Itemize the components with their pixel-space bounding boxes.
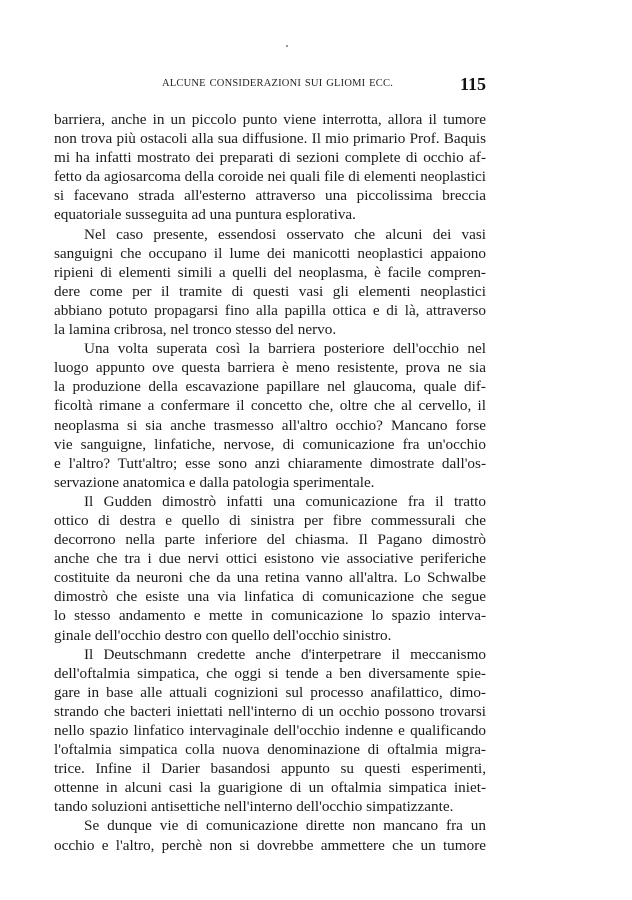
text-line: ripieni di elementi simili a quelli del neoplasma, è facile compren- [54, 263, 486, 281]
text-line: e l'altro? Tutt'altro; esse sono anzi chiaramente dimostrate dall'os- [54, 454, 486, 472]
text-line: l'oftalmia simpatica colla nuova denominazione di oftalmia migra- [54, 741, 486, 759]
paper-speck [286, 45, 288, 47]
text-line: tando soluzioni antisettiche nell'interno dell'occhio simpatizzante. [54, 798, 454, 816]
text-line: ottenne in alcuni casi la guarigione di un oftalmia simpatica iniet- [54, 779, 486, 797]
text-line: sanguigni che occupano il lume dei manicotti neoplastici appaiono [54, 244, 486, 262]
text-line: decorrono nella parte inferiore del chiasma. Il Pagano dimostrò [54, 531, 486, 549]
text-line: Il Gudden dimostrò infatti una comunicazione fra il tratto [84, 492, 486, 510]
text-line: ginale dell'occhio destro con quello dell'occhio sinistro. [54, 626, 392, 644]
running-title: ALCUNE CONSIDERAZIONI SUI GLIOMI ECC. [162, 78, 394, 89]
text-line: ficoltà rimane a confermare il concetto che, oltre che al cervello, il [54, 397, 486, 415]
text-line: vie sanguigne, linfatiche, nervose, di comunicazione fra un'occhio [54, 435, 486, 453]
text-line: abbiano potuto propagarsi fino alla papilla ottica e di là, attraverso [54, 301, 486, 319]
text-line: si facevano strada all'esterno attraverso una piccolissima breccia [54, 187, 486, 205]
text-line: dimostrò che esiste una via linfatica di comunicazione che segue [54, 588, 486, 606]
text-line: la produzione della escavazione papillare nel glaucoma, quale dif- [54, 378, 486, 396]
text-line: strando che bacteri iniettati nell'interno di un occhio possono trovarsi [54, 702, 486, 720]
text-line: servazione anatomica e dalla patologia sperimentale. [54, 473, 375, 491]
text-line: occhio e l'altro, perchè non si dovrebbe ammettere che un tumore [54, 836, 486, 854]
text-line: trice. Infine il Darier basandosi appunto su questi esperimenti, [54, 760, 486, 778]
text-line: nello spazio linfatico intervaginale dell'occhio indenne e qualificando [54, 722, 486, 739]
text-line: mi ha infatti mostrato dei preparati di sezioni complete di occhio af- [54, 149, 486, 167]
text-line: Il Deutschmann credette anche d'interpetrare il meccanismo [84, 645, 486, 663]
text-line: lo stesso andamento e mette in comunicazione lo spazio interva- [54, 607, 486, 625]
text-line: luogo appunto ove questa barriera è meno resistente, prova ne sia [54, 359, 486, 377]
page-header [54, 74, 486, 94]
text-line: barriera, anche in un piccolo punto viene interrotta, allora il tumore [54, 111, 486, 128]
text-line: Nel caso presente, essendosi osservato che alcuni dei vasi [84, 225, 486, 243]
text-line: ottico di destra e quello di sinistra per fibre commessurali che [54, 511, 486, 529]
text-line: non trova più ostacoli alla sua diffusione. Il mio primario Prof. Baquis [54, 130, 486, 148]
text-line: equatoriale susseguita ad una puntura esplorativa. [54, 206, 356, 224]
text-line: anche che tra i due nervi ottici esistono vie associative periferiche [54, 550, 486, 568]
text-line: neoplasma si sia anche trasmesso all'altro occhio? Mancano forse [54, 416, 486, 434]
text-line: Una volta superata così la barriera posteriore dell'occhio nel [84, 340, 486, 358]
text-line: dere come per il tramite di questi vasi gli elementi neoplastici [54, 282, 486, 300]
text-line: fetto da agiosarcoma della coroide nei quali file di elementi neoplastici [54, 168, 486, 186]
text-line: la lamina cribrosa, nel tronco stesso del nervo. [54, 321, 337, 339]
text-line: Se dunque vie di comunicazione dirette non mancano fra un [84, 817, 486, 835]
page-number: 115 [459, 74, 486, 94]
body-text [54, 110, 486, 855]
text-line: dell'oftalmia simpatica, che oggi si tende a ben diversamente spie- [54, 664, 486, 682]
text-line: costituite da neuroni che da una retina vanno all'altra. Lo Schwalbe [54, 569, 486, 587]
text-line: gare in base alle attuali cognizioni sul processo anafilattico, dimo- [54, 683, 486, 701]
